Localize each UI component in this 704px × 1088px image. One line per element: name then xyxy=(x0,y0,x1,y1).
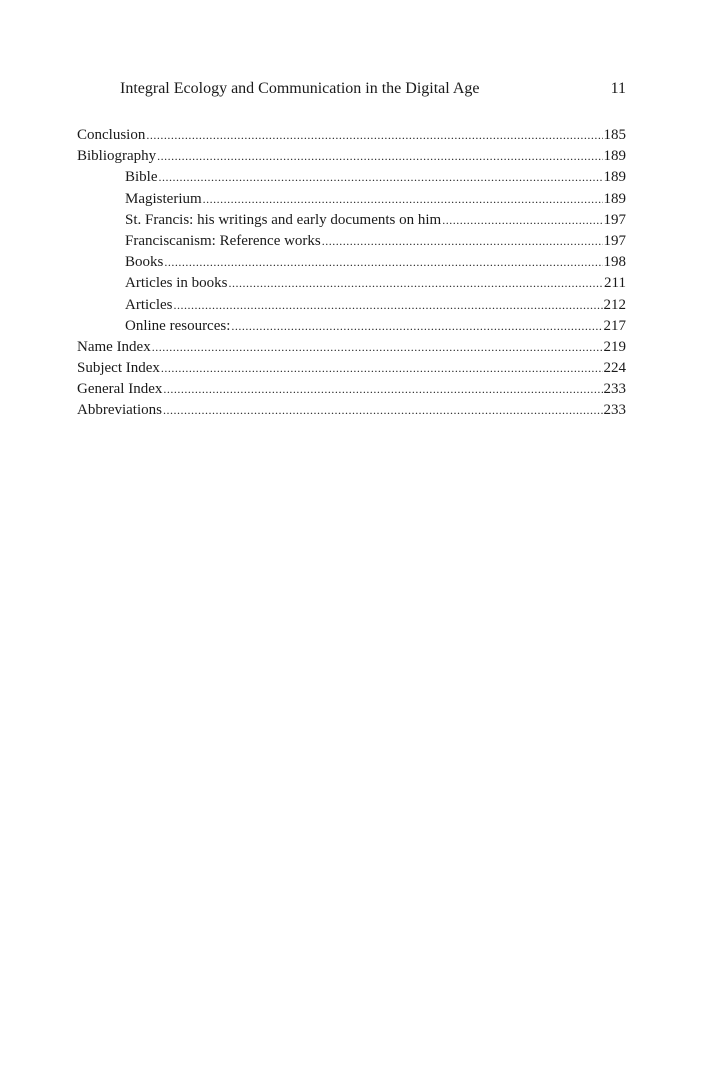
toc-entry-page: 233 xyxy=(603,381,626,398)
toc-dot-leader xyxy=(159,167,603,188)
toc-dot-leader xyxy=(163,400,603,421)
toc-dot-leader xyxy=(173,295,602,316)
toc-dot-leader xyxy=(157,146,602,167)
toc-entry-page: 224 xyxy=(603,360,626,377)
toc-entry-page: 189 xyxy=(603,190,626,207)
toc-dot-leader xyxy=(161,358,603,379)
toc-entry xyxy=(77,400,626,421)
toc-dot-leader xyxy=(164,252,602,273)
toc-entry-label: Articles in books xyxy=(125,275,228,292)
toc-dot-leader xyxy=(203,189,603,210)
running-title: Integral Ecology and Communication in the Digital Age xyxy=(120,80,480,97)
page-number: 11 xyxy=(610,80,626,97)
toc-entry xyxy=(77,379,626,400)
toc-dot-leader xyxy=(152,337,603,358)
toc-entry xyxy=(77,316,626,337)
toc-entry xyxy=(77,358,626,379)
toc-entry-label: Subject Index xyxy=(77,360,160,377)
toc-entry xyxy=(77,273,626,294)
toc-entry-page: 185 xyxy=(603,127,626,143)
toc-dot-leader xyxy=(322,231,603,252)
toc-dot-leader xyxy=(146,125,602,146)
toc-entry-label: Bible xyxy=(125,169,158,186)
toc-entry xyxy=(77,167,626,188)
toc-entry-page: 189 xyxy=(603,169,626,186)
toc-entry xyxy=(77,337,626,358)
toc-entry-page: 197 xyxy=(603,232,626,249)
toc-entry-label: Bibliography xyxy=(77,148,157,165)
toc-entry-page: 233 xyxy=(603,402,626,419)
toc-dot-leader xyxy=(442,210,602,231)
toc-entry-label: Abbreviations xyxy=(77,402,162,419)
toc-entry-page: 219 xyxy=(603,338,626,355)
toc-entry-label: Conclusion xyxy=(77,127,146,143)
toc-entry-label: Magisterium xyxy=(125,190,202,207)
toc-entry xyxy=(77,231,626,252)
toc-entry-page: 212 xyxy=(603,296,626,313)
toc-entry-page: 197 xyxy=(603,211,626,228)
toc-entry xyxy=(77,125,626,146)
toc-dot-leader xyxy=(163,379,602,400)
toc-entry-page: 211 xyxy=(604,275,626,292)
toc-entry-label: General Index xyxy=(77,381,163,398)
toc-entry xyxy=(77,295,626,316)
toc-entry-label: Online resources: xyxy=(125,317,231,334)
toc-entry xyxy=(77,189,626,210)
toc-entry-page: 217 xyxy=(603,317,626,334)
toc-entry-label: Franciscanism: Reference works xyxy=(125,232,321,249)
toc-entry-label: Name Index xyxy=(77,338,151,355)
toc-entry-label: St. Francis: his writings and early documents on him xyxy=(125,211,442,228)
toc-entry-label: Articles xyxy=(125,296,173,313)
toc-entry-label: Books xyxy=(125,254,164,271)
toc-entry xyxy=(77,252,626,273)
running-header xyxy=(120,80,626,102)
toc-entry-page: 198 xyxy=(603,254,626,271)
toc-dot-leader xyxy=(229,273,604,294)
toc-entry xyxy=(77,210,626,231)
toc-dot-leader xyxy=(231,316,602,337)
table-of-contents xyxy=(77,125,626,422)
toc-entry-page: 189 xyxy=(603,148,626,165)
toc-entry xyxy=(77,146,626,167)
